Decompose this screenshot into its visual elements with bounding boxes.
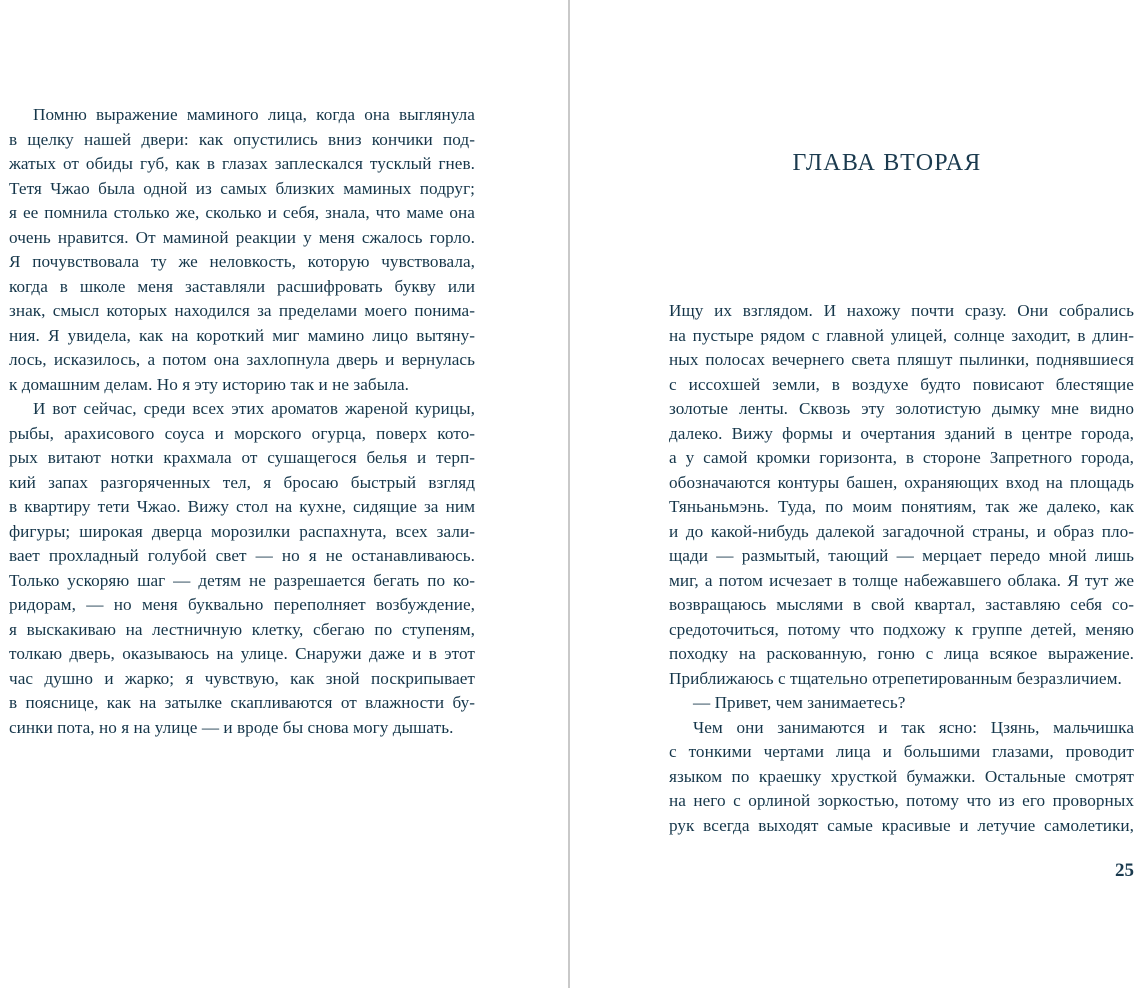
- text-line: синки пота, но я на улице — и вроде бы снова могу дышать.: [9, 717, 454, 737]
- text-line: — Привет, чем занимаетесь?: [693, 693, 906, 712]
- text-line: рыбы, арахисового соуса и морского огурца, поверх кото-: [9, 423, 475, 443]
- text-line: средоточиться, потому что подхожу к группе детей, меняю: [669, 619, 1134, 639]
- text-line: обозначаются контуры башен, охраняющих вход на площадь: [669, 472, 1134, 492]
- text-line: в пояснице, как на затылке скапливаются от влажности бу-: [9, 693, 475, 712]
- text-line: Приближаюсь с тщательно отрепетированным безразличием.: [669, 668, 1122, 688]
- text-line: с тонкими чертами лица и большими глазами, проводит: [669, 742, 1134, 761]
- text-line: рых витают нотки крахмала от сушащегося белья и терп-: [9, 448, 475, 467]
- text-line: языком по краешку хрусткой бумажки. Остальные смотрят: [669, 766, 1134, 786]
- text-line: И вот сейчас, среди всех этих ароматов жареной курицы,: [33, 399, 475, 418]
- text-line: щади — размытый, тающий — мерцает передо мной лишь: [669, 546, 1134, 565]
- text-line: я выскакиваю на лестничную клетку, сбегаю по ступеням,: [9, 619, 475, 639]
- text-line: час душно и жарко; я чувствую, как зной поскрипывает: [9, 668, 475, 688]
- text-line: фигуры; широкая дверца морозилки распахнута, всех зали-: [9, 521, 475, 541]
- text-line: Ищу их взглядом. И нахожу почти сразу. Они собрались: [669, 301, 1134, 320]
- text-line: ридорам, — но меня буквально переполняет возбуждение,: [9, 595, 475, 614]
- text-line: рук всегда выходят самые красивые и летучие самолетики,: [669, 815, 1134, 835]
- text-line: на пустыре рядом с главной улицей, солнце заходит, в длин-: [669, 325, 1134, 345]
- text-line: к домашним делам. Но я эту историю так и не забыла.: [9, 374, 409, 394]
- right-page-text: [669, 299, 1134, 838]
- text-line: Тетя Чжао была одной из самых близких маминых подруг;: [9, 178, 475, 198]
- chapter-title: ГЛАВА ВТОРАЯ: [792, 150, 982, 176]
- page-number: 25: [1115, 860, 1134, 881]
- text-line: толкаю дверь, оказываюсь на улице. Снаружи даже и в этот: [9, 644, 475, 663]
- text-line: Тяньаньмэнь. Туда, по моим понятиям, так же далеко, как: [669, 497, 1134, 516]
- text-line: когда в школе меня заставляли расшифровать букву или: [9, 276, 475, 296]
- text-line: в щелку нашей двери: как опустились вниз кончики под-: [9, 129, 475, 149]
- text-line: ния. Я увидела, как на короткий миг мамино лицо вытяну-: [9, 325, 475, 345]
- text-line: знак, смысл которых находился за пределами моего понима-: [9, 301, 475, 320]
- text-line: очень нравится. От маминой реакции у меня сжалось горло.: [9, 227, 475, 247]
- text-line: Помню выражение маминого лица, когда она выглянула: [33, 105, 475, 124]
- text-line: золотые ленты. Сквозь эту золотистую дымку мне видно: [669, 399, 1134, 418]
- left-page: [0, 0, 568, 988]
- text-line: Только ускоряю шаг — детям не разрешается бегать по ко-: [9, 570, 475, 590]
- text-line: кий запах разгоряченных тел, я бросаю быстрый взгляд: [9, 472, 475, 492]
- text-line: Я почувствовала ту же неловкость, которую чувствовала,: [9, 252, 475, 271]
- text-line: в квартиру тети Чжао. Вижу стол на кухне, сидящие за ним: [9, 497, 475, 516]
- text-line: ных полосах вечернего света пляшут пылинки, поднявшиеся: [669, 350, 1134, 369]
- text-line: возвращаюсь мыслями в свой квартал, заставляю себя со-: [669, 595, 1134, 614]
- text-line: я ее помнила столько же, сколько и себя, знала, что маме она: [9, 203, 475, 222]
- text-line: и до какой-нибудь далекой загадочной страны, и образ пло-: [669, 521, 1134, 541]
- text-line: на него с орлиной зоркостью, потому что из его проворных: [669, 791, 1134, 810]
- text-line: с иссохшей земли, в воздухе будто повисают блестящие: [669, 374, 1134, 394]
- text-line: вает прохладный голубой свет — но я не останавливаюсь.: [9, 546, 475, 565]
- text-line: лось, исказилось, а потом она захлопнула дверь и вернулась: [9, 350, 475, 369]
- text-line: миг, а потом исчезает в толще набежавшего облака. Я тут же: [669, 570, 1134, 590]
- text-line: Чем они занимаются и так ясно: Цзянь, мальчишка: [693, 717, 1134, 737]
- right-page: [570, 0, 1144, 988]
- text-line: жатых от обиды губ, как в глазах заплескался тусклый гнев.: [9, 154, 475, 173]
- text-line: а у самой кромки горизонта, в стороне Запретного города,: [669, 448, 1134, 467]
- text-line: походку на раскованную, гоню с лица всякое выражение.: [669, 644, 1134, 663]
- left-page-text: [9, 103, 475, 740]
- text-line: далеко. Вижу формы и очертания зданий в центре города,: [669, 423, 1134, 443]
